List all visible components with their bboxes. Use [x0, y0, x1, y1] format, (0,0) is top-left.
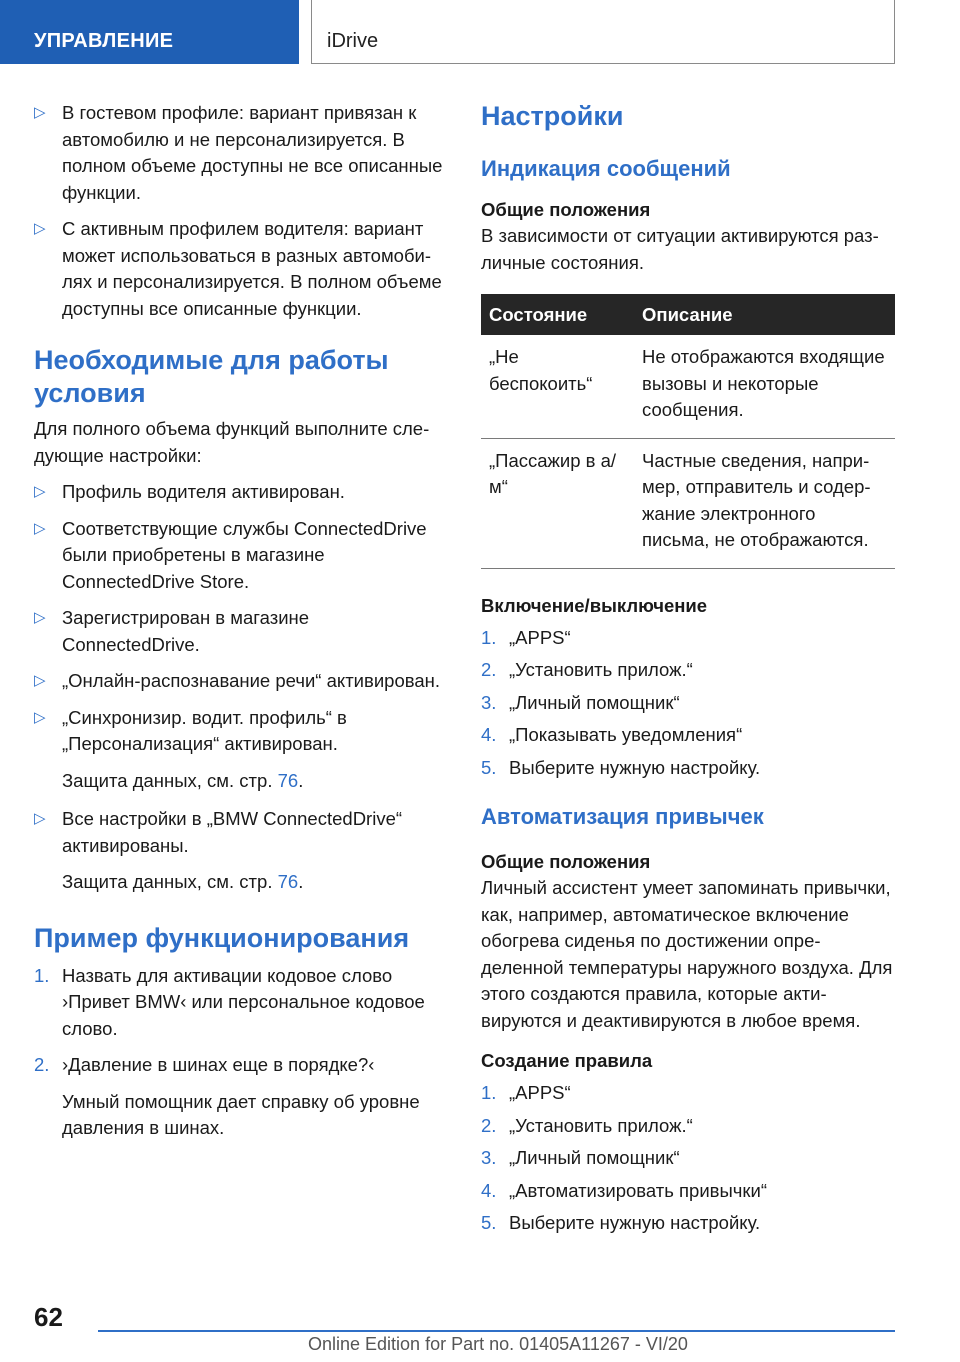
example-steps: [34, 963, 444, 1079]
data-protection-note: Защита данных, см. стр. 76.: [62, 769, 304, 791]
list-item: ▷ Соответствующие службы ConnectedDrive были приобретены в магазине ConnectedDrive Store.: [34, 517, 427, 592]
list-item: 3. „Личный помощник“: [481, 691, 680, 713]
list-item: 4. „Показывать уведомления“: [481, 724, 743, 745]
list-item: 4. „Автоматизировать привычки“: [481, 1179, 768, 1201]
page-number: 62: [34, 1302, 63, 1332]
list-item: ▷ В гостевом профиле: вариант привязан к автомобилю и не персонализируется. В полном объеме доступны не все описанные функции.: [34, 102, 443, 203]
triangle-right-icon: ▷: [34, 519, 46, 537]
footer-divider: [98, 1330, 895, 1332]
states-table: [481, 294, 895, 569]
triangle-right-icon: ▷: [34, 672, 46, 689]
column-header-state: Состояние: [481, 294, 634, 335]
list-item: 5. Выберите нужную настройку.: [481, 1212, 761, 1233]
data-protection-note: Защита данных, см. стр. 76.: [62, 871, 304, 892]
requirements-heading: Необходимые для работы условия: [34, 345, 389, 408]
general-heading: Общие положения: [481, 199, 651, 220]
list-item: 1. „APPS“: [481, 626, 571, 648]
general-heading: Общие положения: [481, 851, 651, 872]
requirements-list: [34, 479, 444, 758]
toggle-heading: Включение/выключение: [481, 594, 708, 616]
example-note: Умный помощник дает справку об уровне давления в шинах.: [62, 1090, 420, 1138]
list-item: ▷ „Онлайн-распознавание речи“ активирован.: [34, 668, 444, 695]
left-column: [34, 100, 444, 1154]
table-header-row: [481, 294, 895, 335]
description-cell: Не отображаются входящие вызовы и некоторые сообщения.: [634, 335, 895, 438]
table-row: [481, 438, 895, 568]
requirements-intro: Для полного объема функций выполните следующие настройки:: [34, 418, 430, 466]
rule-steps: [481, 1080, 895, 1237]
list-item: ▷ „Синхронизир. водит. профиль“ в „Персонализация“ активирован.: [34, 706, 347, 754]
table-row: [481, 335, 895, 438]
triangle-right-icon: ▷: [34, 104, 46, 121]
description-cell: Частные сведения, например, отправитель и содержание электронного письма, не отображаются.: [634, 438, 895, 568]
general-text: В зависимости от ситуации активируются различные состояния.: [481, 225, 879, 273]
triangle-right-icon: ▷: [34, 609, 46, 626]
profile-variants-list: [34, 100, 444, 322]
list-item: ▷ С активным профилем водителя: вариант может использоваться в разных автомобилях и персонализируется. В полном объеме доступны все описанные функции.: [34, 218, 442, 319]
column-header-description: Описание: [634, 294, 895, 335]
footer-edition: Online Edition for Part no. 01405A11267 - VI/20: [308, 1334, 688, 1354]
list-item: 2. ›Давление в шинах еще в порядке?‹: [34, 1054, 375, 1075]
settings-heading: Настройки: [481, 101, 624, 131]
state-cell: „Не беспокоить“: [481, 335, 634, 438]
state-cell: „Пассажир в а/м“: [481, 438, 634, 568]
list-item: ▷ Все настройки в „BMW ConnectedDrive“ активированы.: [34, 808, 403, 856]
page-link[interactable]: 76: [277, 871, 299, 892]
page-link[interactable]: 76: [277, 769, 299, 791]
rule-heading: Создание правила: [481, 1050, 653, 1071]
triangle-right-icon: ▷: [34, 220, 46, 237]
triangle-right-icon: ▷: [34, 708, 46, 726]
messages-heading: Индикация сообщений: [481, 156, 731, 181]
list-item: 1. „APPS“: [481, 1082, 571, 1103]
list-item: 2. „Установить прилож.“: [481, 1114, 693, 1136]
chapter-title: iDrive: [311, 0, 895, 64]
triangle-right-icon: ▷: [34, 810, 46, 827]
list-item: 2. „Установить прилож.“: [481, 659, 693, 680]
list-item: 3. „Личный помощник“: [481, 1147, 680, 1168]
right-column: [481, 100, 895, 1243]
list-item: 1. Назвать для активации кодовое слово ›Привет BMW‹ или персональное кодовое слово.: [34, 964, 425, 1039]
list-item: ▷ Зарегистрирован в магазине ConnectedDrive.: [34, 607, 310, 655]
list-item: ▷ Профиль водителя активирован.: [34, 479, 444, 506]
habits-heading: Автоматизация привычек: [481, 804, 764, 829]
section-tab: УПРАВЛЕНИЕ: [0, 0, 299, 64]
toggle-steps: [481, 625, 895, 782]
list-item: 5. Выберите нужную настройку.: [481, 756, 761, 778]
requirements-list-cont: [34, 806, 444, 859]
example-heading: Пример функционирования: [34, 922, 410, 953]
triangle-right-icon: ▷: [34, 483, 46, 500]
habits-text: Личный ассистент умеет запоминать привычки, как, например, автоматическое включение обогрева сиденья по достижении определенной температуры наружного воздуха. Для этого создаются правила, которые активируются и деактивируются в любое время.: [481, 877, 893, 1031]
